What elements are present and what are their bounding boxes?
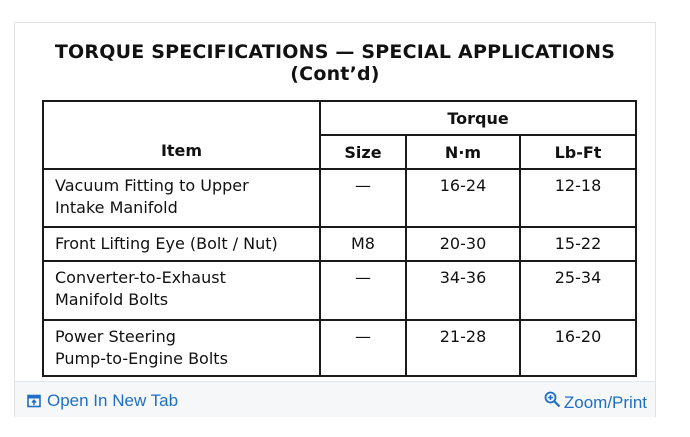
document-title [15, 41, 655, 85]
header-nm: N·m [406, 135, 520, 169]
table-row [43, 227, 636, 261]
lbft-cell: 16-20 [520, 320, 636, 376]
lbft-cell: 12-18 [520, 169, 636, 226]
item-line-1: Converter-to-Exhaust [55, 268, 226, 288]
item-line-1: Power Steering [55, 326, 176, 346]
header-lbft: Lb-Ft [520, 135, 636, 169]
zoom-print-link[interactable] [544, 391, 647, 413]
lbft-cell: 25-34 [520, 261, 636, 319]
size-cell: M8 [320, 227, 406, 261]
header-torque: Torque [320, 101, 636, 135]
table-row [43, 169, 636, 226]
title-line-2: (Cont’d) [290, 63, 380, 85]
item-cell [43, 320, 320, 376]
item-line-2: Intake Manifold [55, 198, 178, 218]
table-row [43, 261, 636, 319]
figure-footer [15, 381, 655, 417]
header-item: Item [43, 101, 320, 169]
spec-document [15, 23, 655, 381]
item-cell [43, 227, 320, 261]
header-row-1 [43, 101, 636, 135]
nm-cell: 21-28 [406, 320, 520, 376]
open-in-new-tab-link[interactable] [27, 391, 178, 411]
table-row [43, 320, 636, 376]
torque-spec-table [42, 100, 637, 377]
item-line-1: Front Lifting Eye (Bolt / Nut) [55, 233, 278, 253]
title-line-1: TORQUE SPECIFICATIONS — SPECIAL APPLICATIONS [54, 41, 616, 63]
size-cell: — [320, 320, 406, 376]
nm-cell: 16-24 [406, 169, 520, 226]
item-line-1: Vacuum Fitting to Upper [55, 176, 249, 196]
item-cell [43, 261, 320, 319]
zoom-print-label: Zoom/Print [563, 393, 647, 412]
open-in-new-tab-icon [27, 394, 41, 408]
nm-cell: 20-30 [406, 227, 520, 261]
lbft-cell: 15-22 [520, 227, 636, 261]
size-cell: — [320, 261, 406, 319]
open-in-new-tab-label: Open In New Tab [47, 391, 179, 410]
zoom-icon [544, 391, 561, 408]
item-cell [43, 169, 320, 226]
size-cell: — [320, 169, 406, 226]
item-line-2: Pump-to-Engine Bolts [55, 348, 228, 368]
item-line-2: Manifold Bolts [55, 290, 169, 310]
header-size: Size [320, 135, 406, 169]
nm-cell: 34-36 [406, 261, 520, 319]
figure-frame [14, 22, 656, 417]
